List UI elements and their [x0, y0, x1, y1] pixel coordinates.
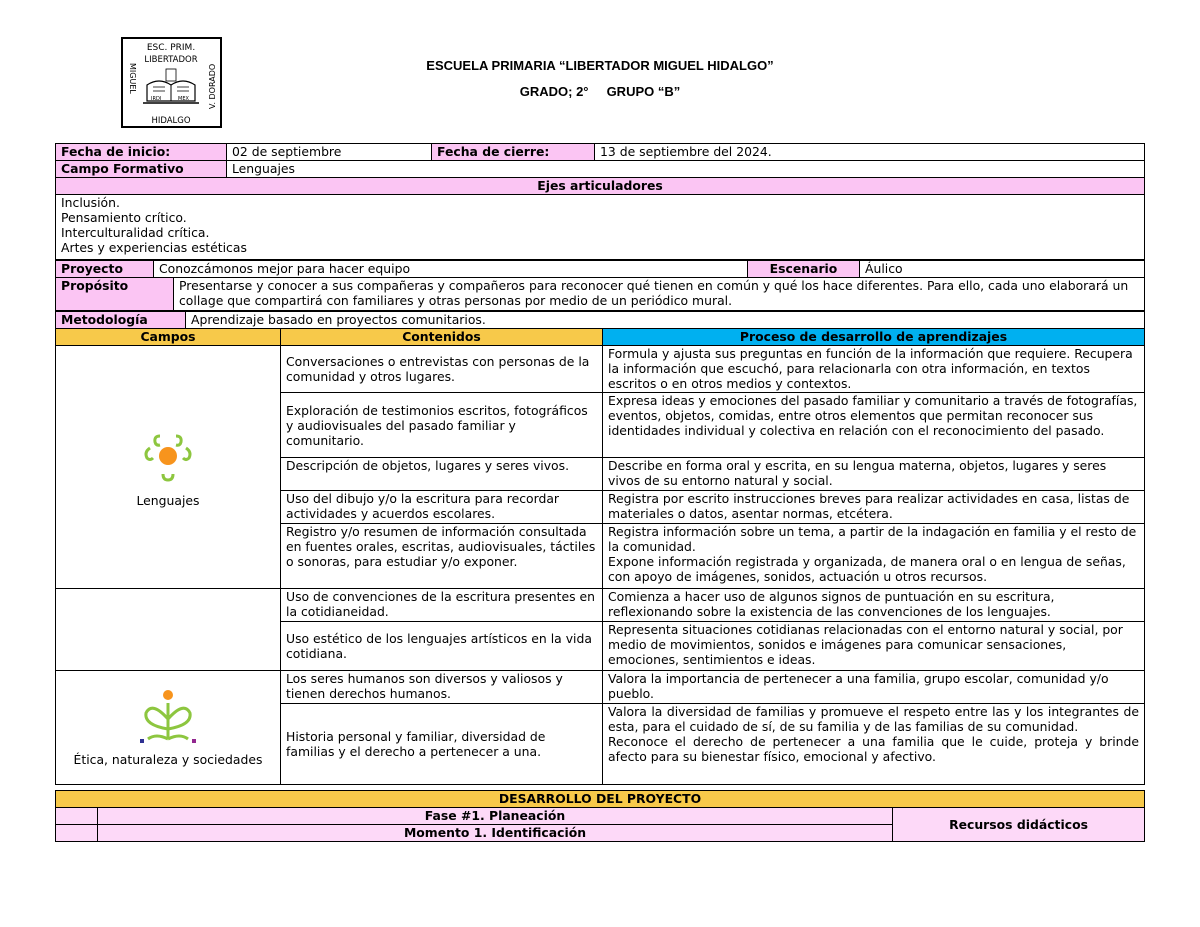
start-date-value: 02 de septiembre: [227, 144, 432, 161]
etica-naturaleza-icon: [138, 689, 198, 745]
proyecto-label: Proyecto: [56, 261, 154, 278]
process-line: Valora la diversidad de familias y promueve el respeto entre las y los integrantes de esta, para el cuidado de sí, de su familia y de las familias de su comunidad.: [608, 704, 1139, 734]
content-cell: Los seres humanos son diversos y valiosos y tienen derechos humanos.: [281, 671, 603, 704]
escenario-label: Escenario: [748, 261, 860, 278]
metodologia-value: Aprendizaje basado en proyectos comunitarios.: [186, 312, 1145, 329]
eje-item: Inclusión.: [61, 195, 120, 210]
end-date-value: 13 de septiembre del 2024.: [595, 144, 1145, 161]
school-logo: [121, 37, 222, 128]
fase-title: Fase #1. Planeación: [98, 808, 893, 825]
desarrollo-title: DESARROLLO DEL PROYECTO: [56, 791, 1145, 808]
process-cell: Expresa ideas y emociones del pasado familiar y comunitario a través de fotografías, eventos, objetos, comidas, entre otros elementos que permitan reconocer sus identidades individual y colectiva en relación con el reconocimiento del pasado.: [603, 393, 1145, 458]
content-cell: Uso de convenciones de la escritura presentes en la cotidianeidad.: [281, 589, 603, 622]
campo-formativo-value: Lenguajes: [227, 161, 1145, 178]
ejes-title: Ejes articuladores: [56, 178, 1145, 195]
process-cell: [603, 524, 1145, 589]
eje-item: Pensamiento crítico.: [61, 210, 187, 225]
process-line: Expone información registrada y organizada, de manera oral o en lengua de señas, con apoyo de imágenes, sonidos, actuación u otros recursos.: [608, 554, 1126, 584]
escenario-value: Áulico: [860, 261, 1145, 278]
lenguajes-icon: [138, 426, 198, 486]
process-cell: Representa situaciones cotidianas relacionadas con el entorno natural y social, por medio de movimientos, sonidos e imágenes para comunicar sensaciones, emociones, sentimientos e ideas.: [603, 622, 1145, 671]
desarrollo-table: [55, 790, 1145, 842]
process-cell: [603, 704, 1145, 785]
process-cell: Comienza a hacer uso de algunos signos de puntuación en su escritura, reflexionando sobre la existencia de las convenciones de los lenguajes.: [603, 589, 1145, 622]
process-line: Reconoce el derecho de pertenecer a una familia que le cuide, proteja y brinde afecto para su bienestar físico, emocional y afectivo.: [608, 734, 1139, 764]
recursos-title: Recursos didácticos: [893, 808, 1145, 842]
start-date-label: Fecha de inicio:: [56, 144, 227, 161]
content-grid: [55, 328, 1145, 785]
process-line: Registra información sobre un tema, a partir de la indagación en familia y el resto de la comunidad.: [608, 524, 1137, 554]
blank-cell: [56, 808, 98, 825]
process-cell: Describe en forma oral y escrita, en su lengua materna, objetos, lugares y seres vivos de su entorno natural y social.: [603, 458, 1145, 491]
process-cell: Registra por escrito instrucciones breves para realizar actividades en casa, listas de materiales o datos, asentar normas, etcétera.: [603, 491, 1145, 524]
campo-formativo-label: Campo Formativo: [56, 161, 227, 178]
content-cell: Registro y/o resumen de información consultada en fuentes orales, escritas, audiovisuales, táctiles o sonoras, para estudiar y/o exponer.: [281, 524, 603, 589]
proposito-value: Presentarse y conocer a sus compañeras y compañeros para reconocer qué tienen en común y qué los hace diferentes. Para ello, cada uno elaborará un collage que compartirá con familiares y otras personas por medio de un periódico mural.: [174, 278, 1145, 311]
proposito-table: [55, 277, 1145, 311]
logo-middle-text: LIBERTADOR: [144, 55, 198, 65]
process-cell: Formula y ajusta sus preguntas en función de la información que requiere. Recupera la información que escuchó, para relacionarla con otra información, en textos escritos o en otros medios y contextos.: [603, 346, 1145, 393]
logo-book-left: IRDI: [151, 96, 162, 102]
campo-lenguajes-label: Lenguajes: [136, 493, 200, 508]
content-cell: Conversaciones o entrevistas con personas de la comunidad y otros lugares.: [281, 346, 603, 393]
metodologia-label: Metodología: [56, 312, 186, 329]
logo-book-right: MEX: [178, 96, 189, 102]
school-name: ESCUELA PRIMARIA “LIBERTADOR MIGUEL HIDALGO”: [426, 58, 774, 73]
process-cell: Valora la importancia de pertenecer a una familia, grupo escolar, comunidad y/o pueblo.: [603, 671, 1145, 704]
campo-empty: [56, 589, 281, 671]
proposito-label: Propósito: [56, 278, 174, 311]
campo-etica-label: Ética, naturaleza y sociedades: [73, 751, 263, 767]
header-proceso: Proceso de desarrollo de aprendizajes: [603, 329, 1145, 346]
momento-title: Momento 1. Identificación: [98, 825, 893, 842]
content-cell: Descripción de objetos, lugares y seres vivos.: [281, 458, 603, 491]
info-table: [55, 143, 1145, 260]
header-contenidos: Contenidos: [281, 329, 603, 346]
eje-item: Artes y experiencias estéticas: [61, 240, 247, 255]
proyecto-table: [55, 260, 1145, 278]
eje-item: Interculturalidad crítica.: [61, 225, 210, 240]
logo-right-text: V. DORADO: [208, 63, 217, 109]
content-cell: Uso del dibujo y/o la escritura para recordar actividades y acuerdos escolares.: [281, 491, 603, 524]
logo-bottom-text: HIDALGO: [151, 116, 191, 126]
content-cell: Historia personal y familiar, diversidad de familias y el derecho a pertenecer a una.: [281, 704, 603, 785]
end-date-label: Fecha de cierre:: [432, 144, 595, 161]
logo-left-text: MIGUEL: [128, 63, 137, 94]
ejes-list: [56, 195, 1145, 260]
metodologia-table: [55, 311, 1145, 329]
campo-lenguajes: [56, 346, 281, 589]
content-cell: Exploración de testimonios escritos, fotográficos y audiovisuales del pasado familiar y comunitario.: [281, 393, 603, 458]
logo-top-text: ESC. PRIM.: [146, 43, 196, 53]
content-cell: Uso estético de los lenguajes artísticos en la vida cotidiana.: [281, 622, 603, 671]
blank-cell: [56, 825, 98, 842]
grade-group: GRADO; 2° GRUPO “B”: [519, 84, 681, 99]
proyecto-value: Conozcámonos mejor para hacer equipo: [154, 261, 748, 278]
campo-etica: [56, 671, 281, 785]
header-campos: Campos: [56, 329, 281, 346]
